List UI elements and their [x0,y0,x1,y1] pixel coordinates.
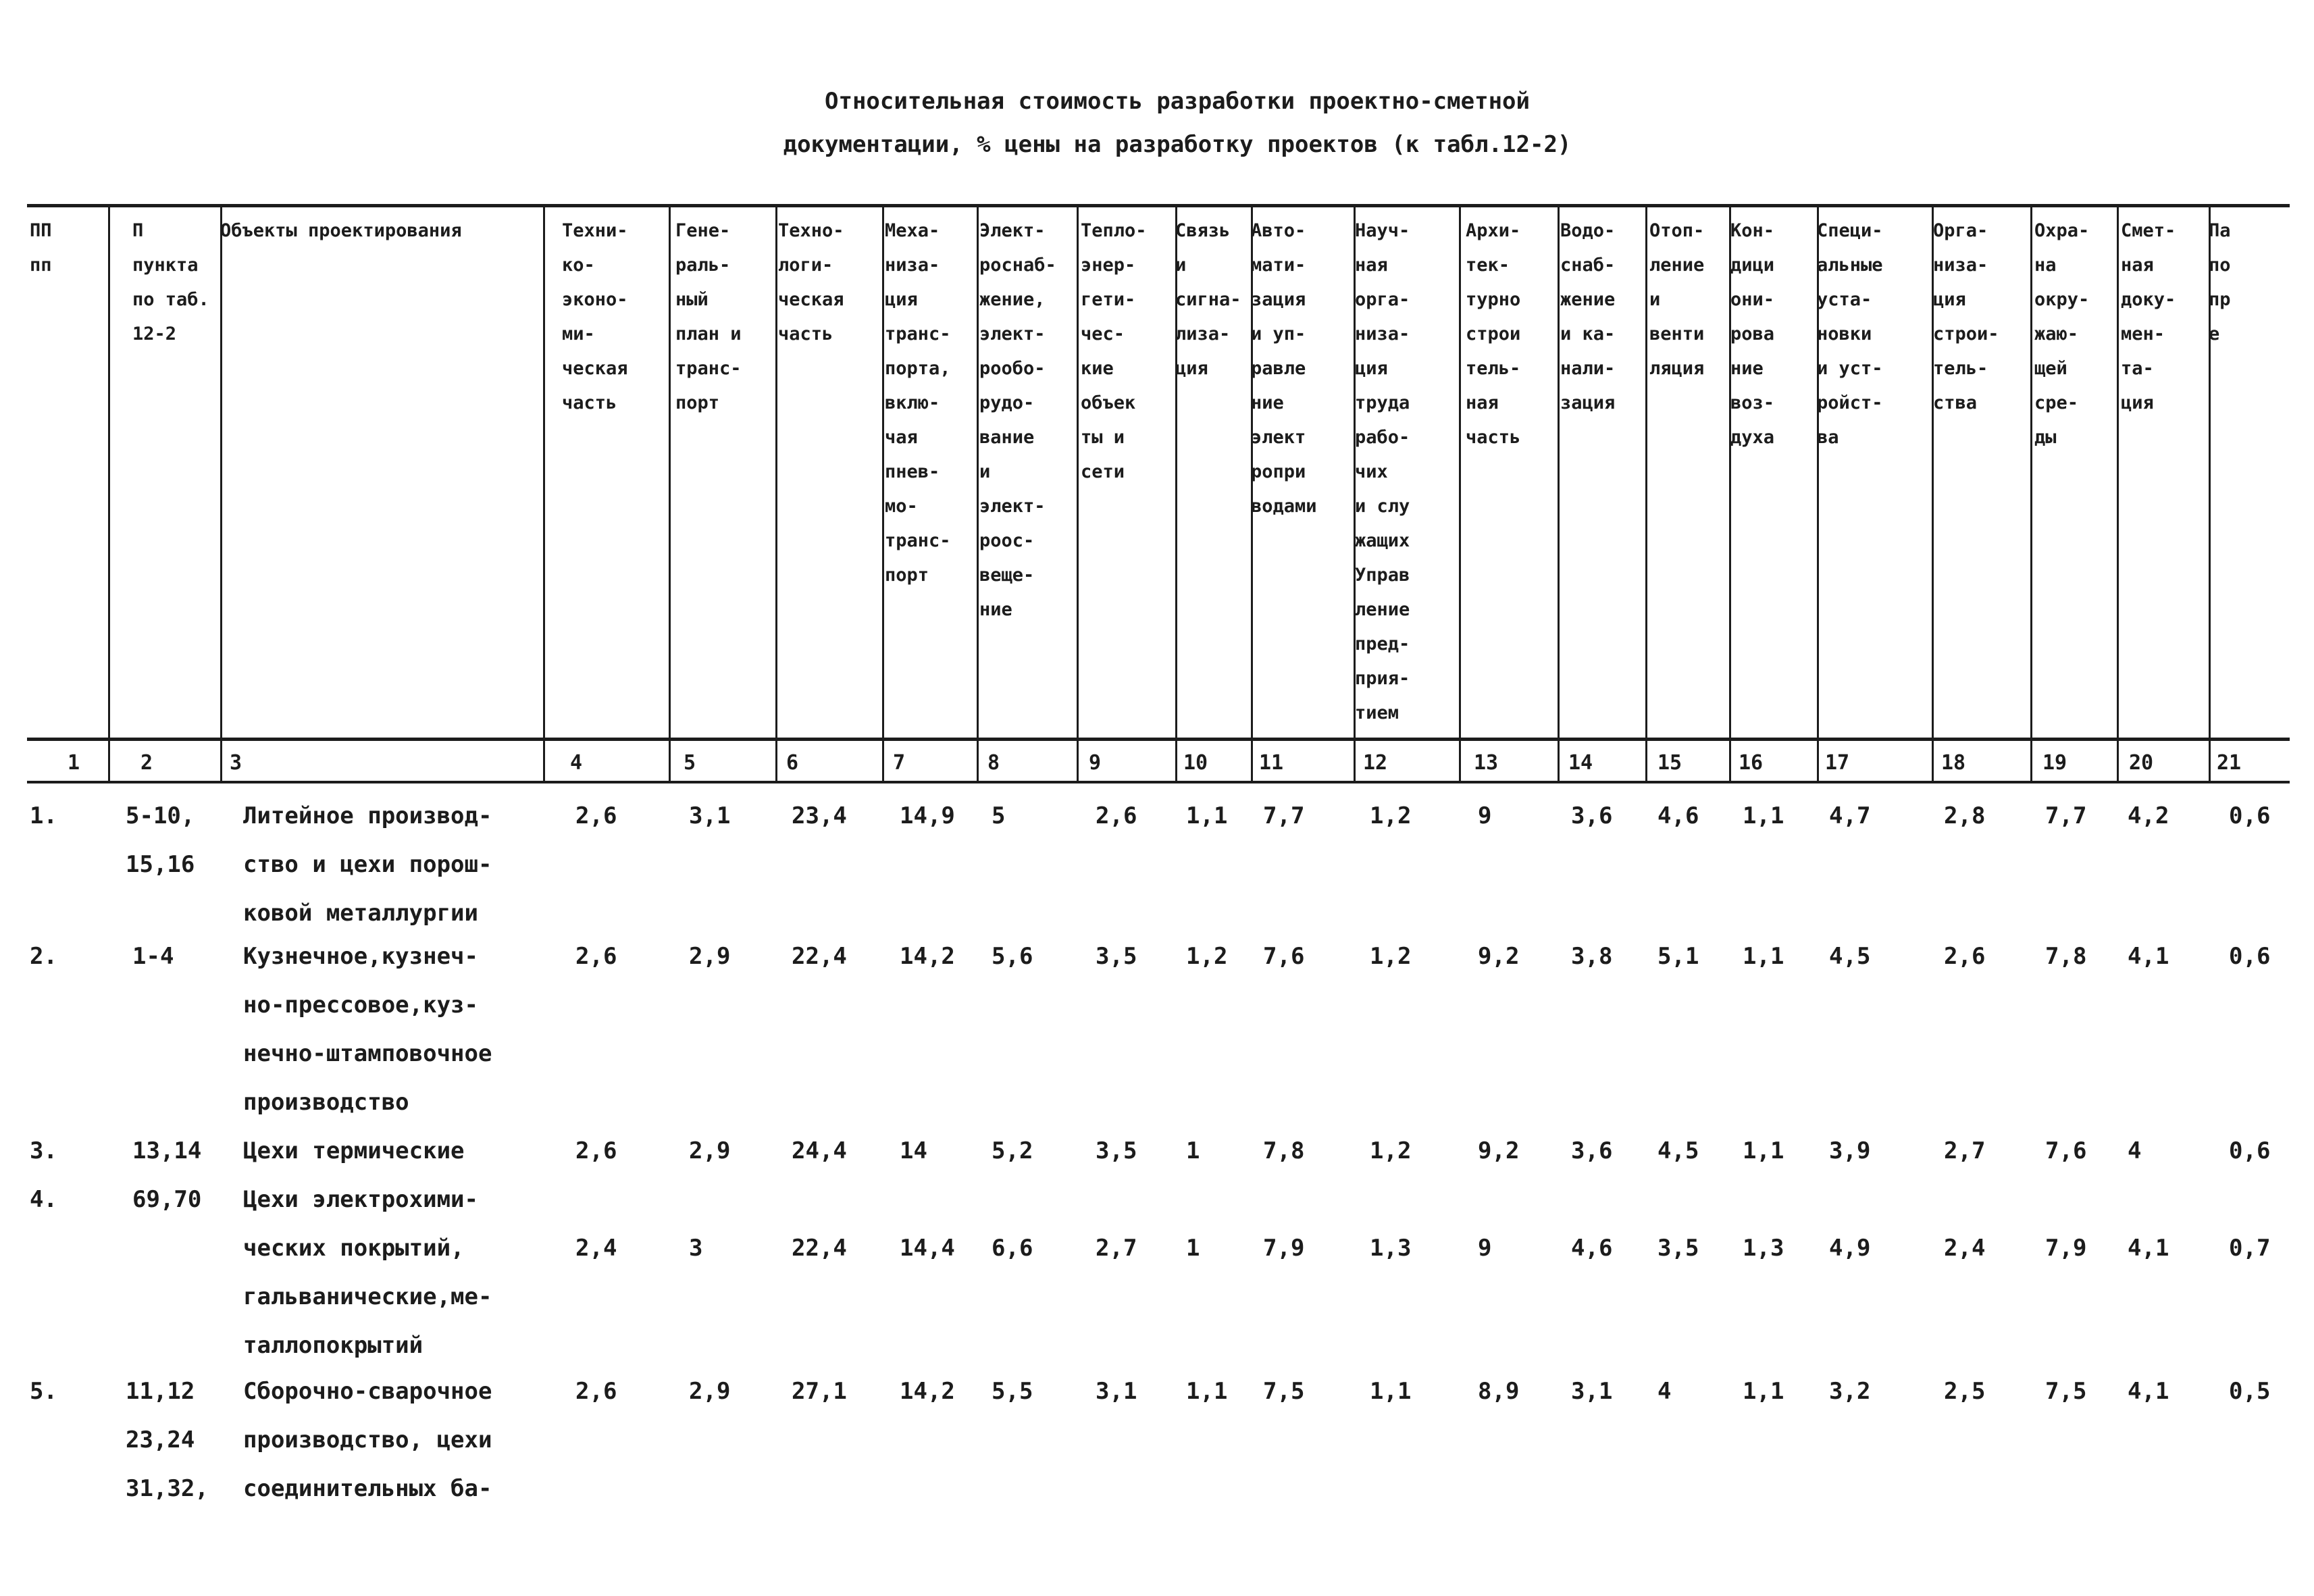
row-value: 0,6 [2229,943,2271,970]
column-header: Водо- снаб- жение и ка- нали- зация [1560,220,1616,413]
row-value: 0,6 [2229,802,2271,829]
row-object-line: Кузнечное,кузнеч- [243,943,478,970]
row-object-line: Сборочно-сварочное [243,1378,492,1405]
row-reference: 15,16 [126,851,195,878]
row-value: 14,9 [900,802,955,829]
row-value: 3,5 [1096,1137,1137,1164]
row-number: 3. [30,1137,57,1164]
row-value: 5,6 [992,943,1033,970]
row-value: 1,2 [1370,802,1412,829]
column-header: Объекты проектирования [220,220,462,241]
column-number: 12 [1363,751,1388,775]
row-value: 2,6 [1096,802,1137,829]
row-value: 1,3 [1370,1235,1412,1262]
row-value: 2,6 [575,802,617,829]
row-value: 2,9 [689,1378,731,1405]
row-value: 6,6 [992,1235,1033,1262]
row-object-line: Цехи электрохими- [243,1186,478,1213]
row-value: 4,5 [1829,943,1871,970]
column-number: 7 [893,751,906,775]
row-value: 7,6 [1263,943,1305,970]
row-value: 3,1 [1096,1378,1137,1405]
row-value: 1,2 [1370,943,1412,970]
row-value: 4,1 [2128,1378,2169,1405]
numbers-bottom-rule [27,781,2290,783]
row-value: 4,2 [2128,802,2169,829]
row-object-line: Цехи термические [243,1137,465,1164]
row-value: 1 [1186,1235,1200,1262]
row-value: 4 [2128,1137,2142,1164]
row-value: 4,7 [1829,802,1871,829]
row-reference: 13,14 [132,1137,202,1164]
column-header: Авто- мати- зация и уп- равле ние элект ропри водами [1251,220,1317,517]
column-header: Науч- ная орга- низа- ция труда рабо- чих и слу жащих Управ ление пред- прия- тием [1355,220,1410,723]
row-value: 3,2 [1829,1378,1871,1405]
column-header: Тепло- энер- гети- чес- кие объек ты и сети [1081,220,1147,482]
column-divider [1077,205,1079,781]
row-value: 9,2 [1478,943,1520,970]
row-value: 2,9 [689,943,731,970]
row-value: 14,2 [900,1378,955,1405]
page-title [0,80,2314,166]
row-value: 3,6 [1571,802,1613,829]
row-value: 24,4 [792,1137,847,1164]
column-number: 14 [1568,751,1593,775]
row-value: 27,1 [792,1378,847,1405]
row-value: 7,8 [2045,943,2087,970]
row-object-line: производство, цехи [243,1426,492,1453]
row-value: 4,6 [1571,1235,1613,1262]
column-number: 8 [987,751,1000,775]
column-divider [2117,205,2119,781]
row-value: 7,8 [1263,1137,1305,1164]
column-divider [775,205,777,781]
row-value: 4,1 [2128,1235,2169,1262]
row-object-line: Литейное производ- [243,802,492,829]
row-object-line: производство [243,1089,409,1116]
row-value: 8,9 [1478,1378,1520,1405]
row-value: 5 [992,802,1006,829]
row-value: 0,5 [2229,1378,2271,1405]
column-header: Отоп- ление и венти ляция [1649,220,1705,379]
row-value: 0,7 [2229,1235,2271,1262]
column-header: П пункта по таб. 12-2 [132,220,209,344]
row-value: 2,6 [1944,943,1986,970]
row-value: 7,6 [2045,1137,2087,1164]
row-value: 1 [1186,1137,1200,1164]
column-number: 20 [2129,751,2154,775]
row-value: 22,4 [792,1235,847,1262]
row-value: 2,6 [575,1378,617,1405]
column-divider [543,205,545,781]
row-value: 14 [900,1137,927,1164]
column-number: 18 [1941,751,1966,775]
column-header: Техни- ко- эконо- ми- ческая часть [562,220,628,413]
column-header: ПП пп [30,220,52,276]
row-value: 7,9 [1263,1235,1305,1262]
row-value: 3,1 [689,802,731,829]
row-value: 14,2 [900,943,955,970]
row-value: 14,4 [900,1235,955,1262]
row-value: 5,1 [1657,943,1699,970]
column-divider [1645,205,1647,781]
row-value: 2,9 [689,1137,731,1164]
column-divider [2030,205,2032,781]
column-header: Кон- дици они- рова ние воз- духа [1730,220,1775,448]
header-bottom-rule [27,738,2290,741]
column-divider [220,205,222,781]
row-value: 3,1 [1571,1378,1613,1405]
row-reference: 31,32, [126,1475,209,1502]
column-number: 16 [1739,751,1764,775]
column-header: Орга- низа- ция строи- тель- ства [1933,220,1999,413]
column-divider [669,205,671,781]
row-object-line: соединительных ба- [243,1475,492,1502]
row-reference: 11,12 [126,1378,195,1405]
column-header: Связь и сигна- лиза- ция [1175,220,1241,379]
column-number: 19 [2042,751,2067,775]
column-header: Меха- низа- ция транс- порта, вклю- чая пнев- мо- транс- порт [885,220,951,586]
column-divider [108,205,110,781]
row-value: 2,7 [1944,1137,1986,1164]
row-value: 7,5 [1263,1378,1305,1405]
row-value: 3,6 [1571,1137,1613,1164]
column-number: 21 [2217,751,2242,775]
row-value: 2,6 [575,943,617,970]
row-object-line: но-прессовое,куз- [243,992,478,1019]
row-value: 1,1 [1186,1378,1228,1405]
column-header: Охра- на окру- жаю- щей сре- ды [2034,220,2090,448]
column-number: 9 [1089,751,1102,775]
column-header: Специ- альные уста- новки и уст- ройст- ва [1817,220,1883,448]
column-number: 1 [68,751,80,775]
column-number: 17 [1825,751,1850,775]
row-value: 7,7 [2045,802,2087,829]
column-number: 5 [684,751,696,775]
row-value: 3,8 [1571,943,1613,970]
title-line-1: Относительная стоимость разработки проектно-сметной [825,88,1530,115]
column-divider [882,205,884,781]
row-object-line: таллопокрытий [243,1332,423,1359]
row-value: 7,7 [1263,802,1305,829]
row-value: 4,5 [1657,1137,1699,1164]
row-value: 1,1 [1186,802,1228,829]
column-number: 11 [1259,751,1284,775]
row-value: 2,6 [575,1137,617,1164]
row-reference: 5-10, [126,802,195,829]
row-value: 1,1 [1743,943,1784,970]
column-header: Элект- роснаб- жение, элект- рообо- рудо- вание и элект- роос- веще- ние [979,220,1056,620]
row-value: 9 [1478,802,1492,829]
row-reference: 69,70 [132,1186,202,1213]
column-header: Техно- логи- ческая часть [778,220,844,344]
row-value: 9 [1478,1235,1492,1262]
row-value: 1,1 [1743,802,1784,829]
column-header: Смет- ная доку- мен- та- ция [2121,220,2176,413]
row-value: 4,1 [2128,943,2169,970]
row-object-line: ковой металлургии [243,900,478,927]
column-number: 13 [1474,751,1499,775]
row-value: 2,4 [1944,1235,1986,1262]
row-object-line: гальванические,ме- [243,1283,492,1310]
row-value: 3 [689,1235,703,1262]
column-number: 15 [1657,751,1682,775]
row-object-line: ство и цехи порош- [243,851,492,878]
column-header: Гене- раль- ный план и транс- порт [675,220,742,413]
row-value: 3,5 [1657,1235,1699,1262]
row-value: 22,4 [792,943,847,970]
row-value: 3,9 [1829,1137,1871,1164]
row-value: 2,5 [1944,1378,1986,1405]
column-number: 4 [570,751,583,775]
row-value: 9,2 [1478,1137,1520,1164]
row-value: 7,5 [2045,1378,2087,1405]
row-reference: 23,24 [126,1426,195,1453]
row-value: 1,2 [1370,1137,1412,1164]
row-number: 5. [30,1378,57,1405]
row-value: 3,5 [1096,943,1137,970]
column-header: Па по пр е [2209,220,2231,344]
row-value: 1,3 [1743,1235,1784,1262]
row-value: 4,9 [1829,1235,1871,1262]
row-reference: 1-4 [132,943,174,970]
row-number: 2. [30,943,57,970]
column-divider [977,205,979,781]
row-value: 4 [1657,1378,1672,1405]
column-divider [1558,205,1560,781]
row-value: 2,4 [575,1235,617,1262]
column-number: 10 [1183,751,1208,775]
row-value: 1,1 [1743,1137,1784,1164]
row-value: 0,6 [2229,1137,2271,1164]
header-top-rule [27,204,2290,207]
row-value: 2,7 [1096,1235,1137,1262]
row-number: 4. [30,1186,57,1213]
row-value: 5,5 [992,1378,1033,1405]
row-value: 7,9 [2045,1235,2087,1262]
row-value: 1,2 [1186,943,1228,970]
row-value: 1,1 [1743,1378,1784,1405]
row-value: 23,4 [792,802,847,829]
column-divider [1459,205,1461,781]
row-value: 4,6 [1657,802,1699,829]
row-number: 1. [30,802,57,829]
column-number: 6 [786,751,799,775]
column-number: 3 [230,751,242,775]
row-value: 2,8 [1944,802,1986,829]
column-number: 2 [140,751,153,775]
row-object-line: ческих покрытий, [243,1235,465,1262]
column-header: Архи- тек- турно строи тель- ная часть [1466,220,1521,448]
row-object-line: нечно-штамповочное [243,1040,492,1067]
row-value: 5,2 [992,1137,1033,1164]
row-value: 1,1 [1370,1378,1412,1405]
title-line-2: документации, % цены на разработку проектов (к табл.12-2) [783,131,1572,158]
